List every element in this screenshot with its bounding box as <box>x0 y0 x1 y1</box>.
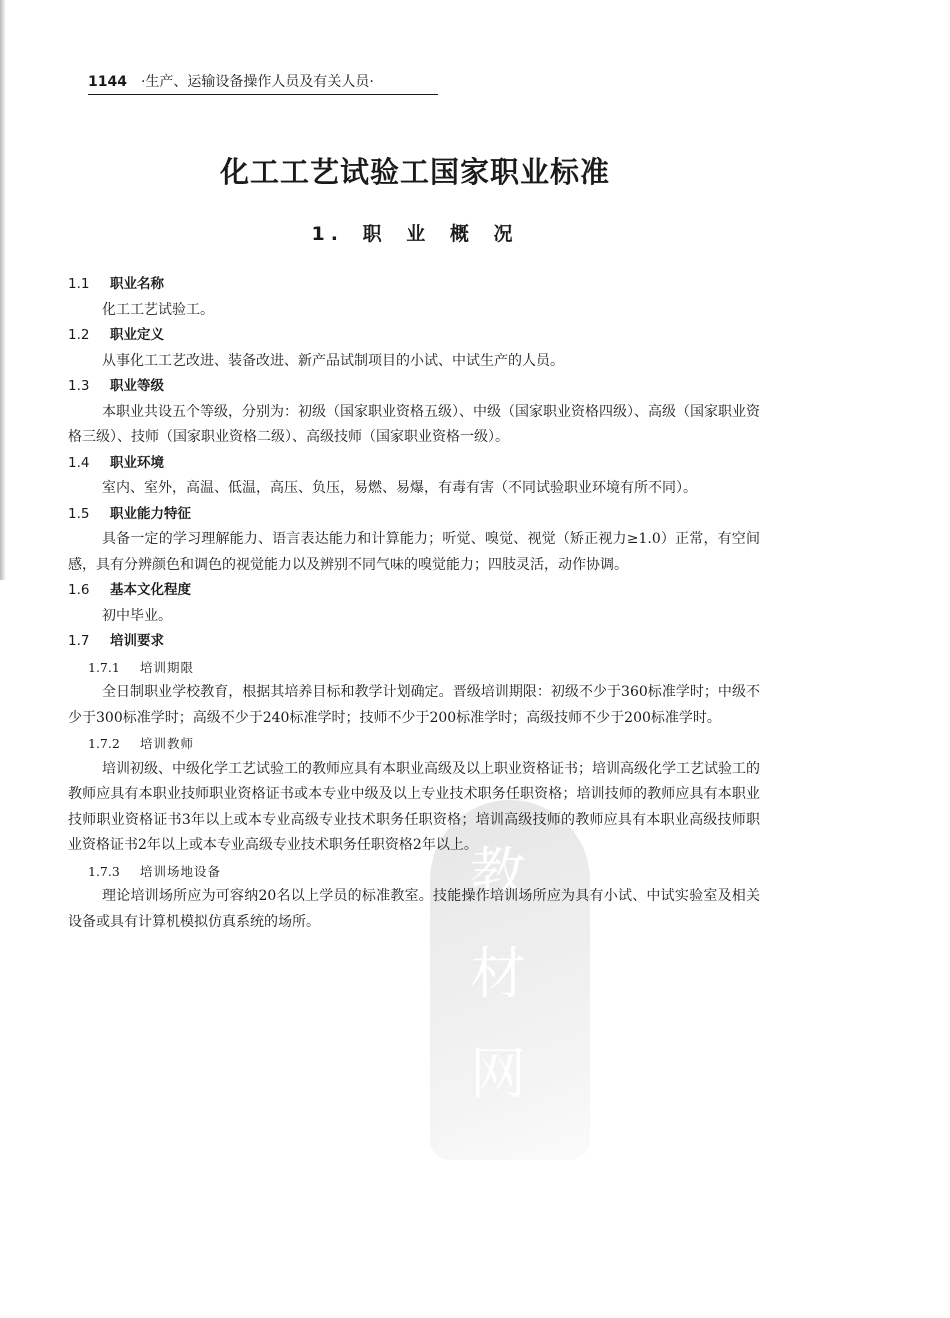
paragraph-1-7-3: 理论培训场所应为可容纳20名以上学员的标准教室。技能操作培训场所应为具有小试、中试实验室及相关设备或具有计算机模拟仿真系统的场所。 <box>68 888 760 930</box>
subheading-number: 1.7.2 <box>88 736 120 751</box>
subheading-number: 1.7.3 <box>88 863 120 879</box>
heading-1-7 <box>68 629 760 655</box>
heading-number: 1.4 <box>68 454 90 471</box>
heading-number: 1.7 <box>68 633 90 649</box>
heading-text: 基本文化程度 <box>110 582 191 598</box>
heading-1-5 <box>68 502 760 528</box>
subheading-1-7-2 <box>68 731 760 757</box>
subheading-text: 培训教师 <box>140 736 195 751</box>
paragraph-1-7-2: 培训初级、中级化学工艺试验工的教师应具有本职业高级及以上职业资格证书；培训高级化学工艺试验工的教师应具有本职业技师职业资格证书或本专业中级及以上专业技术职务任职资格；培训技师的教师应具有本职业技师职业资格证书3年以上或本专业高级专业技术职务任职资格；培训高级技师的教师应具有本职业高级技师职业资格证书2年以上或本专业高级专业技术职务任职资格2年以上。 <box>68 760 760 853</box>
heading-number: 1.3 <box>68 378 90 394</box>
subheading-text: 培训场地设备 <box>140 863 222 879</box>
paragraph-1-2: 从事化工工艺改进、装备改进、新产品试制项目的小试、中试生产的人员。 <box>102 352 564 369</box>
heading-text: 职业名称 <box>110 276 164 292</box>
running-title: ·生产、运输设备操作人员及有关人员· <box>140 74 374 90</box>
heading-1-6 <box>68 578 760 604</box>
subheading-number: 1.7.1 <box>88 659 120 675</box>
heading-text: 职业环境 <box>110 454 164 471</box>
paragraph-1-6: 初中毕业。 <box>102 607 172 624</box>
running-header <box>88 72 438 92</box>
subheading-1-7-3 <box>68 859 760 885</box>
heading-text: 职业能力特征 <box>110 505 191 522</box>
section-title: 1. 职 业 概 况 <box>311 223 519 245</box>
paragraph-1-7-1: 全日制职业学校教育，根据其培养目标和教学计划确定。晋级培训期限：初级不少于360标准学时；中级不少于300标准学时；高级不少于240标准学时；技师不少于200标准学时；高级技师不少于200标准学时。 <box>68 684 760 726</box>
watermark-seal: 教 材 网 <box>430 800 590 1160</box>
paragraph-1-1: 化工工艺试验工。 <box>102 301 214 318</box>
heading-1-2 <box>68 323 760 349</box>
heading-text: 职业等级 <box>110 378 164 394</box>
subheading-text: 培训期限 <box>140 659 195 675</box>
page-number: 1144 <box>88 74 127 90</box>
header-rule <box>88 94 438 95</box>
subheading-1-7-1 <box>68 655 760 681</box>
paragraph-1-4: 室内、室外，高温、低温，高压、负压，易燃、易爆，有毒有害（不同试验职业环境有所不同）。 <box>102 480 697 496</box>
page-edge-shadow <box>0 0 6 580</box>
heading-1-3 <box>68 374 760 400</box>
paragraph-1-3: 本职业共设五个等级，分别为：初级（国家职业资格五级）、中级（国家职业资格四级）、高级（国家职业资格三级）、技师（国家职业资格二级）、高级技师（国家职业资格一级）。 <box>68 403 760 445</box>
heading-number: 1.5 <box>68 505 90 522</box>
heading-1-4 <box>68 451 760 477</box>
paragraph-1-5: 具备一定的学习理解能力、语言表达能力和计算能力；听觉、嗅觉、视觉（矫正视力≥1.0）正常，有空间感，具有分辨颜色和调色的视觉能力以及辨别不同气味的嗅觉能力；四肢灵活，动作协调。 <box>68 531 760 573</box>
heading-number: 1.6 <box>68 582 90 598</box>
heading-1-1 <box>68 272 760 298</box>
heading-text: 培训要求 <box>110 633 164 649</box>
document-title: 化工工艺试验工国家职业标准 <box>219 155 610 189</box>
heading-number: 1.2 <box>68 327 90 343</box>
document-body <box>68 272 760 935</box>
heading-text: 职业定义 <box>110 327 164 343</box>
heading-number: 1.1 <box>68 276 90 292</box>
